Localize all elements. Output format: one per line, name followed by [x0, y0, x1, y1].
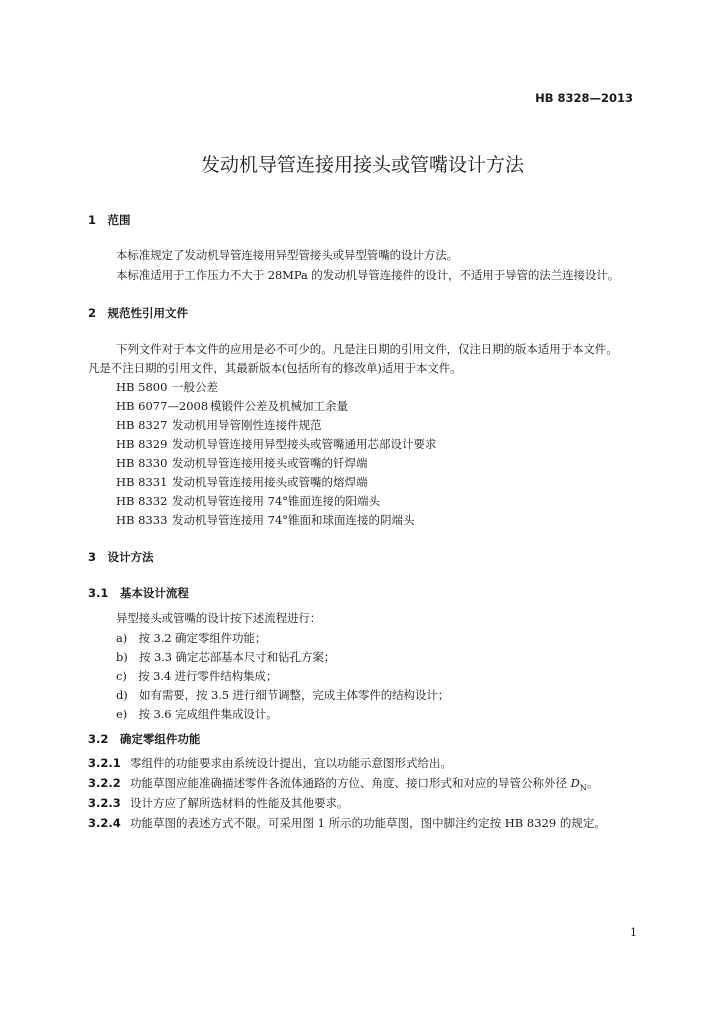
subclause: [88, 755, 452, 771]
section-3-2-heading: 3.2 确定零组件功能: [88, 732, 201, 746]
section-1-paragraph: 本标准规定了发动机导管连接用异型管接头或异型管嘴的设计方法。: [116, 248, 458, 262]
reference-item: [116, 455, 368, 471]
subclause-text: 功能草图的表述方式不限。可采用图 1 所示的功能草图，图中脚注约定按 HB 8329 的规定。: [130, 816, 606, 830]
reference-code: HB 8330: [116, 456, 168, 470]
subclause-number: 3.2.4: [88, 816, 121, 830]
process-step: b) 按 3.3 确定芯部基本尺寸和钻孔方案；: [116, 650, 336, 664]
reference-title: 发动机导管连接用 74°锥面和球面连接的阴端头: [172, 513, 415, 527]
page-number: 1: [630, 926, 637, 939]
reference-code: HB 8329: [116, 437, 168, 451]
subclause-number: 3.2.3: [88, 796, 121, 810]
reference-title: 发动机导管连接用接头或管嘴的熔焊端: [172, 475, 368, 489]
reference-title: 发动机用导管刚性连接件规范: [172, 418, 322, 432]
section-2-intro: 下列文件对于本文件的应用是必不可少的。凡是注日期的引用文件，仅注日期的版本适用于本文件。: [116, 342, 618, 356]
reference-item: [116, 379, 218, 395]
symbol-d: D: [570, 776, 580, 790]
subclause-text: 功能草图应能准确描述零件各流体通路的方位、角度、接口形式和对应的导管公称外径: [130, 776, 571, 790]
subclause-end: 。: [586, 776, 599, 790]
reference-code: HB 6077—2008: [116, 399, 209, 413]
section-2-intro: 凡是不注日期的引用文件，其最新版本(包括所有的修改单)适用于本文件。: [88, 361, 462, 375]
reference-title: 模锻件公差及机械加工余量: [210, 399, 348, 413]
section-1-paragraph: 本标准适用于工作压力不大于 28MPa 的发动机导管连接件的设计，不适用于导管的法兰连接设计。: [116, 268, 620, 282]
document-title: 发动机导管连接用接头或管嘴设计方法: [200, 154, 524, 176]
process-step: a) 按 3.2 确定零组件功能；: [116, 631, 267, 645]
reference-item: [116, 436, 437, 452]
subclause: [88, 775, 598, 792]
subclause-text: 设计方应了解所选材料的性能及其他要求。: [130, 796, 349, 810]
symbol-subscript: N: [579, 783, 587, 793]
reference-title: 一般公差: [172, 380, 218, 394]
reference-title: 发动机导管连接用异型接头或管嘴通用芯部设计要求: [172, 437, 437, 451]
reference-item: [116, 493, 380, 509]
reference-title: 发动机导管连接用接头或管嘴的钎焊端: [172, 456, 368, 470]
reference-item: [116, 417, 322, 433]
reference-code: HB 8333: [116, 513, 168, 527]
section-3-1-intro: 异型接头或管嘴的设计按下述流程进行：: [116, 611, 322, 625]
subclause-number: 3.2.2: [88, 776, 121, 790]
subclause-number: 3.2.1: [88, 756, 121, 770]
section-3-heading: 3 设计方法: [88, 550, 154, 564]
subclause-text: 零组件的功能要求由系统设计提出，宜以功能示意图形式给出。: [130, 756, 452, 770]
section-3-1-heading: 3.1 基本设计流程: [88, 586, 189, 600]
reference-code: HB 8327: [116, 418, 168, 432]
reference-code: HB 8331: [116, 475, 168, 489]
reference-code: HB 5800: [116, 380, 168, 394]
reference-item: [116, 398, 348, 414]
standard-number: HB 8328—2013: [535, 91, 633, 105]
process-step: d) 如有需要，按 3.5 进行细节调整，完成主体零件的结构设计；: [116, 688, 450, 702]
section-2-heading: 2 规范性引用文件: [88, 306, 189, 320]
subclause: [88, 815, 606, 831]
subclause: [88, 795, 349, 811]
reference-title: 发动机导管连接用 74°锥面连接的阳端头: [172, 494, 381, 508]
process-step: c) 按 3.4 进行零件结构集成；: [116, 669, 278, 683]
reference-item: [116, 474, 368, 490]
reference-item: [116, 512, 415, 528]
process-step: e) 按 3.6 完成组件集成设计。: [116, 707, 278, 721]
reference-code: HB 8332: [116, 494, 168, 508]
section-1-heading: 1 范围: [88, 213, 131, 227]
